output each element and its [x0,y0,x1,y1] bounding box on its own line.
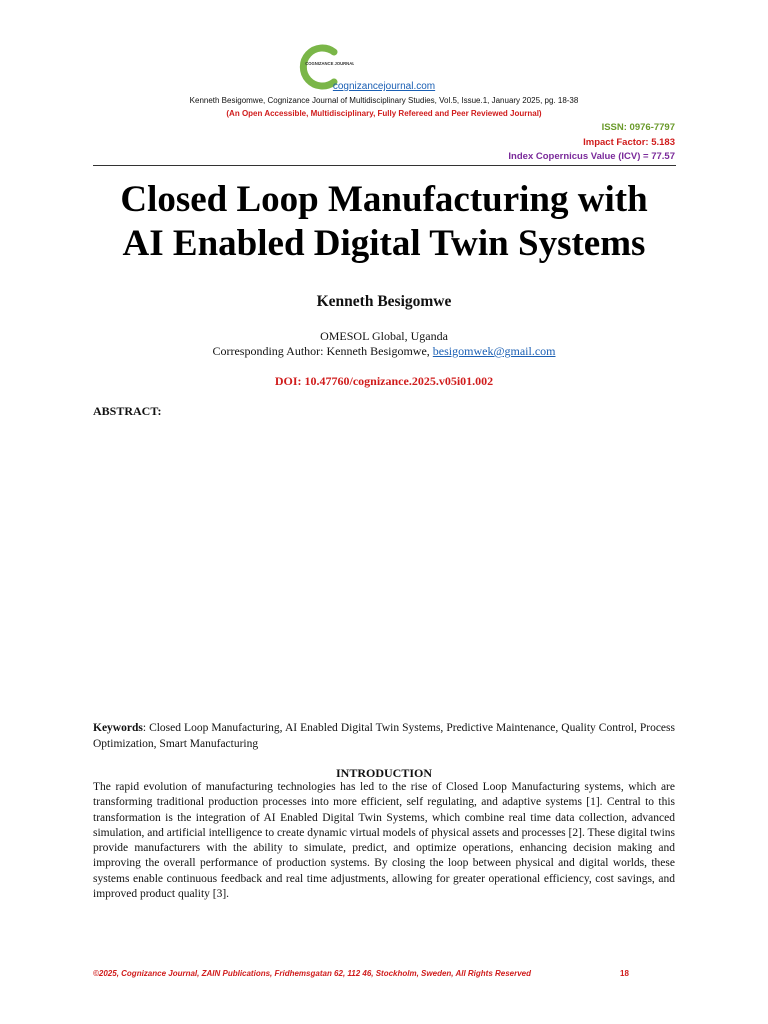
author-name: Kenneth Besigomwe [316,293,452,310]
logo-wordmark: COGNIZANCE JOURNAL [305,61,354,66]
corresponding-email-link[interactable]: besigomwek@gmail.com [432,344,556,358]
doi-label[interactable]: DOI: 10.47760/cognizance.2025.v05i01.002 [274,374,494,388]
journal-website-link[interactable]: cognizancejournal.com [332,81,436,92]
page-number: 18 [620,969,629,978]
journal-access-note: (An Open Accessible, Multidisciplinary, Fully Refereed and Peer Reviewed Journal) [226,109,542,118]
icv-label: Index Copernicus Value (ICV) = 77.57 [508,151,675,162]
corresponding-author-label: Corresponding Author: Kenneth Besigomwe, [212,344,433,358]
paper-title-line-2: AI Enabled Digital Twin Systems [122,223,646,264]
author-affiliation: OMESOL Global, Uganda [320,329,448,343]
introduction-paragraph: The rapid evolution of manufacturing technologies has led to the rise of Closed Loop Manufacturing systems, which are transforming traditional production processes into more efficient, self regulating, and adaptive systems [1]. Central to this transformation is the integration of AI Enabled Digital Twin Systems, which combine real time data collection, advanced simulation, and artificial intelligence to create dynamic virtual models of physical assets and processes [2]. These digital twins provide manufacturers with the ability to simulate, predict, and optimize operations, enhancing decision making and improving the overall performance of production systems. By closing the loop between physical and digital worlds, these systems enable continuous feedback and real time adjustments, allowing for greater operational efficiency, cost savings, and improved product quality [3]. [93,781,675,901]
header-divider [93,165,676,166]
copyright-footer: ©2025, Cognizance Journal, ZAIN Publications, Fridhemsgatan 62, 112 46, Stockholm, Sweden, All Rights Reserved [93,969,532,978]
paper-title [60,178,708,266]
journal-citation-line: Kenneth Besigomwe, Cognizance Journal of Multidisciplinary Studies, Vol.5, Issue.1, January 2025, pg. 18-38 [189,96,579,105]
impact-factor-label: Impact Factor: 5.183 [583,137,675,148]
keywords-paragraph [93,720,675,752]
corresponding-author [0,344,768,359]
issn-label: ISSN: 0976-7797 [601,122,675,133]
introduction-heading: INTRODUCTION [335,766,432,780]
paper-title-line-1: Closed Loop Manufacturing with [120,179,648,220]
keywords-list: : Closed Loop Manufacturing, AI Enabled Digital Twin Systems, Predictive Maintenance, Quality Control, Process Optimization, Smart Manufacturing [93,722,675,750]
abstract-heading: ABSTRACT: [93,404,162,418]
keywords-label: Keywords [93,722,143,734]
